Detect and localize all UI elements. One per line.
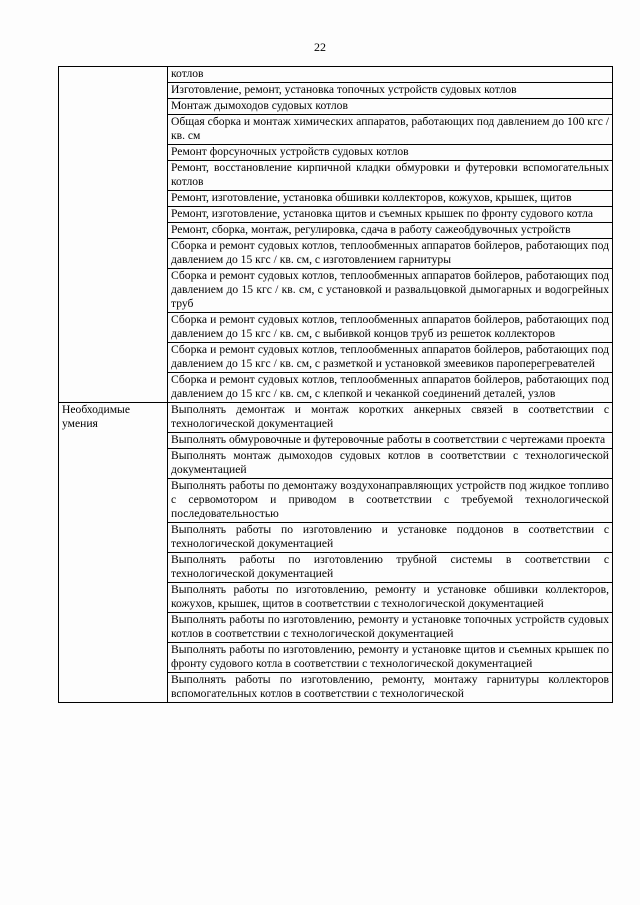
table-row	[59, 403, 613, 433]
skills-section-item: Выполнять работы по демонтажу воздухонаправляющих устройств под жидкое топливо с сервомотором и приводом в соответствии с требуемой технологической последовательностью	[168, 479, 613, 523]
continued-section-item: Ремонт, изготовление, установка обшивки коллекторов, кожухов, крышек, щитов	[168, 191, 613, 207]
continued-section-item: Ремонт, восстановление кирпичной кладки обмуровки и футеровки вспомогательных котлов	[168, 161, 613, 191]
page-number: 22	[314, 40, 326, 54]
skills-section-item: Выполнять монтаж дымоходов судовых котлов в соответствии с технологической документацией	[168, 449, 613, 479]
continued-section-item: Монтаж дымоходов судовых котлов	[168, 99, 613, 115]
table-row	[59, 67, 613, 83]
continued-section-item: Ремонт форсуночных устройств судовых котлов	[168, 145, 613, 161]
skills-section-item: Выполнять работы по изготовлению трубной системы в соответствии с технологической документацией	[168, 553, 613, 583]
continued-section-item: Ремонт, изготовление, установка щитов и съемных крышек по фронту судового котла	[168, 207, 613, 223]
skills-section-item: Выполнять демонтаж и монтаж коротких анкерных связей в соответствии с технологической документацией	[168, 403, 613, 433]
skills-section-item: Выполнять работы по изготовлению, ремонту, монтажу гарнитуры коллекторов вспомогательных котлов в соответствии с технологической	[168, 673, 613, 703]
skills-section-item: Выполнять работы по изготовлению и установке поддонов в соответствии с технологической документацией	[168, 523, 613, 553]
continued-section-item: Сборка и ремонт судовых котлов, теплообменных аппаратов бойлеров, работающих под давлением до 15 кгс / кв. см, с изготовлением гарнитуры	[168, 239, 613, 269]
continued-section-item: Общая сборка и монтаж химических аппаратов, работающих под давлением до 100 кгс / кв. см	[168, 115, 613, 145]
continued-section-item: Сборка и ремонт судовых котлов, теплообменных аппаратов бойлеров, работающих под давлением до 15 кгс / кв. см, с разметкой и установкой змеевиков пароперегревателей	[168, 343, 613, 373]
continued-section-item: Сборка и ремонт судовых котлов, теплообменных аппаратов бойлеров, работающих под давлением до 15 кгс / кв. см, с установкой и развальцовкой дымогарных и водогрейных труб	[168, 269, 613, 313]
continued-section-item: котлов	[168, 67, 613, 83]
skills-section-item: Выполнять обмуровочные и футеровочные работы в соответствии с чертежами проекта	[168, 433, 613, 449]
continued-section-item: Сборка и ремонт судовых котлов, теплообменных аппаратов бойлеров, работающих под давлением до 15 кгс / кв. см, с выбивкой концов труб из решеток коллекторов	[168, 313, 613, 343]
continued-section-item: Ремонт, сборка, монтаж, регулировка, сдача в работу сажеобдувочных устройств	[168, 223, 613, 239]
continued-section-item: Изготовление, ремонт, установка топочных устройств судовых котлов	[168, 83, 613, 99]
requirements-table	[58, 66, 613, 703]
continued-section-item: Сборка и ремонт судовых котлов, теплообменных аппаратов бойлеров, работающих под давлением до 15 кгс / кв. см, с клепкой и чеканкой соединений деталей, узлов	[168, 373, 613, 403]
skills-section-item: Выполнять работы по изготовлению, ремонту и установке обшивки коллекторов, кожухов, крышек, щитов в соответствии с технологической документацией	[168, 583, 613, 613]
skills-section-item: Выполнять работы по изготовлению, ремонту и установке топочных устройств судовых котлов в соответствии с технологической документацией	[168, 613, 613, 643]
continued-section-label	[59, 67, 168, 403]
skills-section-label: Необходимые умения	[59, 403, 168, 703]
skills-section-item: Выполнять работы по изготовлению, ремонту и установке щитов и съемных крышек по фронту судового котла в соответствии с технологической документацией	[168, 643, 613, 673]
